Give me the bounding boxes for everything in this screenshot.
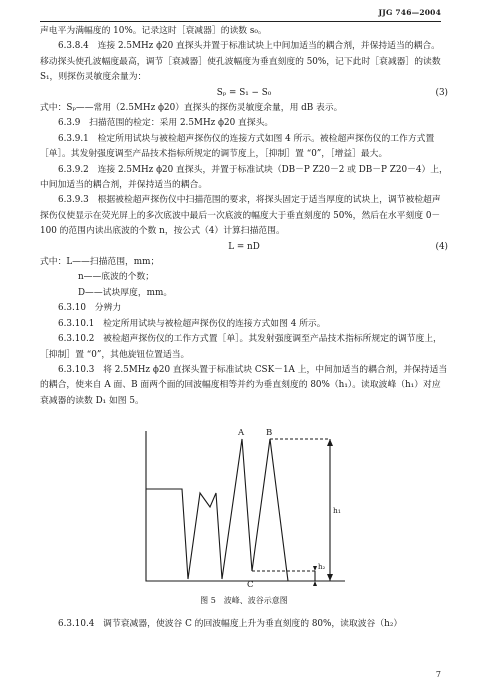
paragraph-6-3-10-3: 6.3.10.3 将 2.5MHz ϕ20 直探头置于标准试块 CSK－1A 上，中间加适当的耦合剂，并保持适当的耦合，使来自 A 面、B 面两个面的回波幅度相等并约为垂直刻度的 80%（h₁）。读取波峰（h₁）对应衰减器的读数 D₁ 如图 5。 — [40, 364, 448, 406]
document-body — [40, 24, 448, 632]
page-number: 7 — [435, 670, 441, 679]
paragraph-6-3-9: 6.3.9 扫描范围的检定：采用 2.5MHz ϕ20 直探头。 — [58, 118, 274, 129]
paragraph-6-3-9-3: 6.3.9.3 根据被检超声探伤仪中扫描范围的要求，将探头固定于适当厚度的试块上，调节被检超声探伤仪使显示在荧光屏上的多次底波中最后一次底波的幅度大于垂直刻度的 50%，然后在水平刻度 0－100 的范围内读出底波的个数 n，按公式（4）计算扫描范围。 — [40, 195, 441, 237]
paragraph-6-3-8-4: 6.3.8.4 连接 2.5MHz ϕ20 直探头并置于标准试块上中间加适当的耦合剂，并保持适当的耦合。移动探头使孔波幅度最高，调节［衰减器］使孔波幅度为垂直刻度的 50%，记下此时［衰减器］的读数 S₁，则探伤灵敏度余量为： — [40, 41, 441, 83]
paragraph-where-n: n——底波的个数； — [78, 272, 155, 283]
label-a: A — [238, 428, 245, 439]
figure-axes — [146, 431, 345, 581]
figure-5-diagram — [40, 409, 448, 593]
equation-3-number: (3) — [435, 87, 448, 98]
paragraph-6-3-10-2: 6.3.10.2 被检超声探伤仪的工作方式置［单］。其发射强度调至产品技术指标所规定的调节度上，［抑制］置 “0”，其他旋钮位置适当。 — [40, 334, 442, 360]
running-header: JJG 746—2004 — [378, 8, 441, 17]
paragraph-6-3-9-2: 6.3.9.2 连接 2.5MHz ϕ20 直探头，并置于标准试块（DB－P Z20－2 或 DB－P Z20－4）上，中间加适当的耦合剂，并保持适当的耦合。 — [40, 164, 448, 191]
equation-4-formula: L = nD — [228, 241, 260, 252]
equation-3 — [40, 86, 448, 101]
header-rule — [40, 21, 441, 22]
paragraph-6-3-10: 6.3.10 分辨力 — [58, 303, 122, 314]
label-h2: h₂ — [318, 563, 326, 572]
figure-5-caption: 图 5 波峰、波谷示意图 — [200, 596, 288, 606]
paragraph-where-l: 式中：L——扫描范围，mm； — [40, 257, 160, 268]
paragraph-6-3-10-4: 6.3.10.4 调节衰减器，使波谷 C 的回波幅度上升为垂直刻度的 80%，读取波谷（h₂） — [58, 618, 403, 629]
paragraph-6-3-10-1: 6.3.10.1 检定所用试块与被检超声探伤仪的连接方式如图 4 所示。 — [58, 318, 326, 329]
paragraph-1: 声电平为满幅度的 10%。记录这时［衰减器］的读数 s₀。 — [40, 26, 267, 36]
equation-3-formula: Sₚ = S₁ − S₀ — [216, 87, 272, 98]
echo-waveform — [146, 439, 288, 581]
paragraph-6-3-9-1: 6.3.9.1 检定所用试块与被检超声探伤仪的连接方式如图 4 所示。被检超声探伤仪的工作方式置［单］。其发射强度调至产品技术指标所规定的调节度上，［抑制］置 “0”，［增益］最大。 — [40, 133, 435, 160]
h2-arrow-bottom — [313, 581, 317, 586]
label-h1: h₁ — [333, 506, 341, 516]
paragraph-where-d: D——试块厚度，mm。 — [78, 287, 173, 298]
h2-arrow-top — [313, 566, 317, 571]
figure-5 — [40, 409, 448, 593]
h1-arrow-top — [327, 439, 333, 446]
h1-arrow-bottom — [327, 574, 333, 581]
paragraph-where-sp: 式中：Sₚ——常用（2.5MHz ϕ20）直探头的探伤灵敏度余量，用 dB 表示。 — [40, 103, 343, 114]
equation-4-number: (4) — [435, 241, 448, 252]
label-c: C — [247, 580, 254, 591]
equation-4 — [40, 240, 448, 255]
label-b: B — [266, 428, 273, 439]
